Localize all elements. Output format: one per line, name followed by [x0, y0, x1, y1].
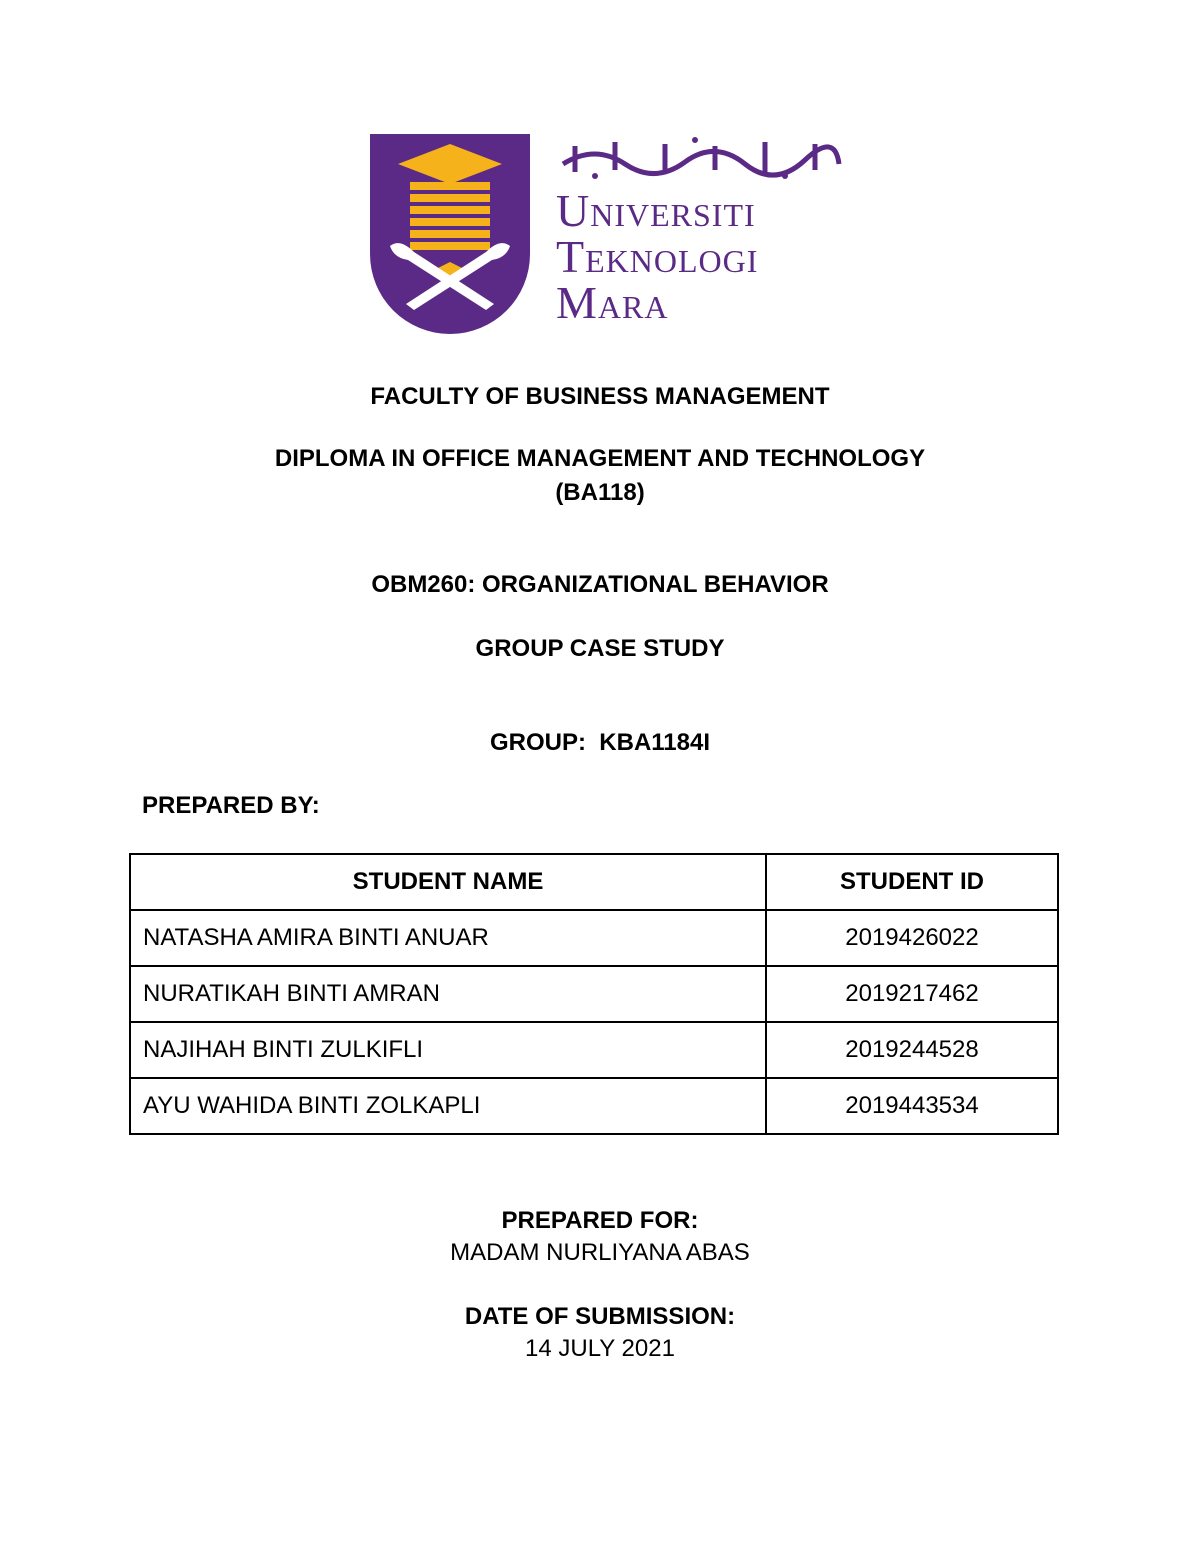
student-name: AYU WAHIDA BINTI ZOLKAPLI — [130, 1078, 766, 1134]
table-row — [130, 1078, 1058, 1134]
logo-line-2: Teknologi — [556, 231, 759, 282]
student-name: NURATIKAH BINTI AMRAN — [130, 966, 766, 1022]
program-title: DIPLOMA IN OFFICE MANAGEMENT AND TECHNOLOGY — [274, 445, 926, 472]
student-id: 2019443534 — [766, 1078, 1058, 1134]
table-header-row — [130, 854, 1058, 910]
student-id: 2019426022 — [766, 910, 1058, 966]
faculty-title: FACULTY OF BUSINESS MANAGEMENT — [370, 383, 830, 410]
table-row — [130, 910, 1058, 966]
header-student-id: STUDENT ID — [766, 854, 1058, 910]
logo-jawi-script — [555, 134, 845, 182]
student-table — [129, 853, 1059, 1135]
shield-emblem-icon — [370, 134, 530, 334]
university-logo — [370, 134, 850, 334]
student-name: NATASHA AMIRA BINTI ANUAR — [130, 910, 766, 966]
header-student-name: STUDENT NAME — [130, 854, 766, 910]
assignment-title: GROUP CASE STUDY — [475, 635, 725, 662]
table-row — [130, 1022, 1058, 1078]
table-row — [130, 966, 1058, 1022]
logo-wordmark — [556, 185, 759, 328]
submission-date-value: 14 JULY 2021 — [525, 1335, 675, 1362]
prepared-by-label: PREPARED BY: — [142, 792, 320, 819]
program-code: (BA118) — [555, 479, 645, 506]
logo-line-1: Universiti — [556, 185, 756, 236]
logo-line-3: Mara — [556, 277, 669, 328]
group-code: GROUP: KBA1184I — [489, 729, 711, 756]
student-id: 2019244528 — [766, 1022, 1058, 1078]
course-title: OBM260: ORGANIZATIONAL BEHAVIOR — [371, 571, 829, 598]
prepared-for-label: PREPARED FOR: — [501, 1207, 699, 1234]
prepared-for-value: MADAM NURLIYANA ABAS — [450, 1239, 750, 1266]
submission-date-label: DATE OF SUBMISSION: — [464, 1303, 736, 1330]
student-name: NAJIHAH BINTI ZULKIFLI — [130, 1022, 766, 1078]
student-id: 2019217462 — [766, 966, 1058, 1022]
